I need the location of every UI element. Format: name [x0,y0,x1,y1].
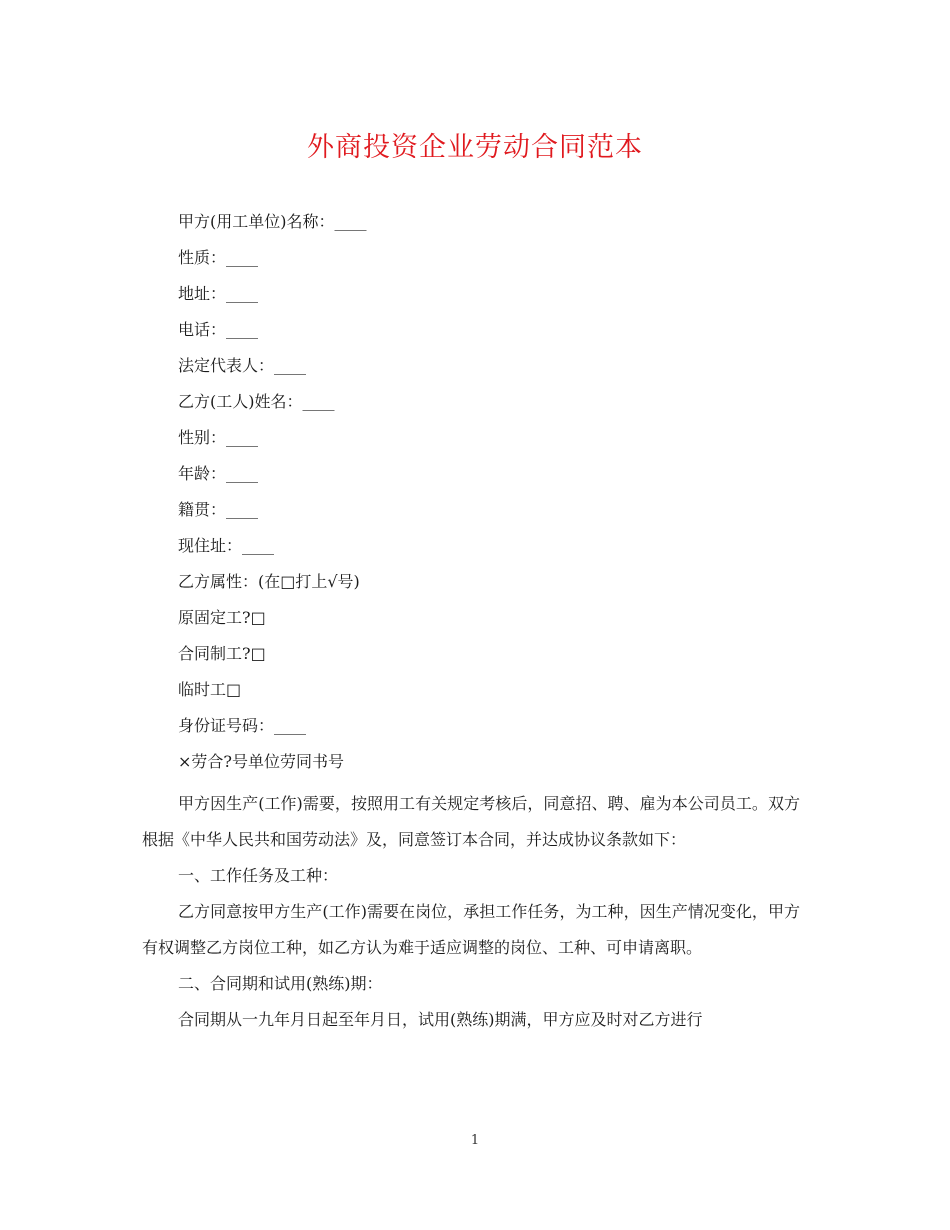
section-heading-work-tasks: 一、工作任务及工种： [178,866,339,885]
field-contract-worker: 合同制工?□ [178,644,266,663]
field-age: 年龄：____ [178,464,259,483]
paragraph-intro: 甲方因生产(工作)需要，按照用工有关规定考核后，同意招、聘、雇为本公司员工。双方根据《中华人民共和国劳动法》及，同意签订本合同，并达成协议条款如下： [142,794,800,849]
field-native-place: 籍贯：____ [178,500,259,519]
contract-body [142,786,800,1038]
field-party-a-name: 甲方(用工单位)名称：____ [178,212,367,231]
field-original-fixed-worker: 原固定工?□ [178,608,266,627]
paragraph-contract-period: 合同期从一九年月日起至年月日，试用(熟练)期满，甲方应及时对乙方进行 [178,1010,703,1029]
field-phone: 电话：____ [178,320,259,339]
field-party-b-name: 乙方(工人)姓名：____ [178,392,335,411]
field-party-b-attribute: 乙方属性：(在□打上√号) [178,572,360,591]
field-id-number: 身份证号码：____ [178,716,307,735]
field-address: 地址：____ [178,284,259,303]
page-number: 1 [470,1133,480,1148]
document-title: 外商投资企业劳动合同范本 [307,132,643,163]
contract-fields [178,204,818,780]
field-current-address: 现住址：____ [178,536,275,555]
field-nature: 性质：____ [178,248,259,267]
field-gender: 性别：____ [178,428,259,447]
field-temporary-worker: 临时工□ [178,680,242,699]
field-contract-number: ×劳合?号单位劳同书号 [178,752,344,771]
field-legal-rep: 法定代表人：____ [178,356,307,375]
paragraph-work-tasks: 乙方同意按甲方生产(工作)需要在岗位，承担工作任务，为工种，因生产情况变化，甲方有权调整乙方岗位工种，如乙方认为难于适应调整的岗位、工种、可申请离职。 [142,902,800,957]
section-heading-contract-period: 二、合同期和试用(熟练)期： [178,974,383,993]
